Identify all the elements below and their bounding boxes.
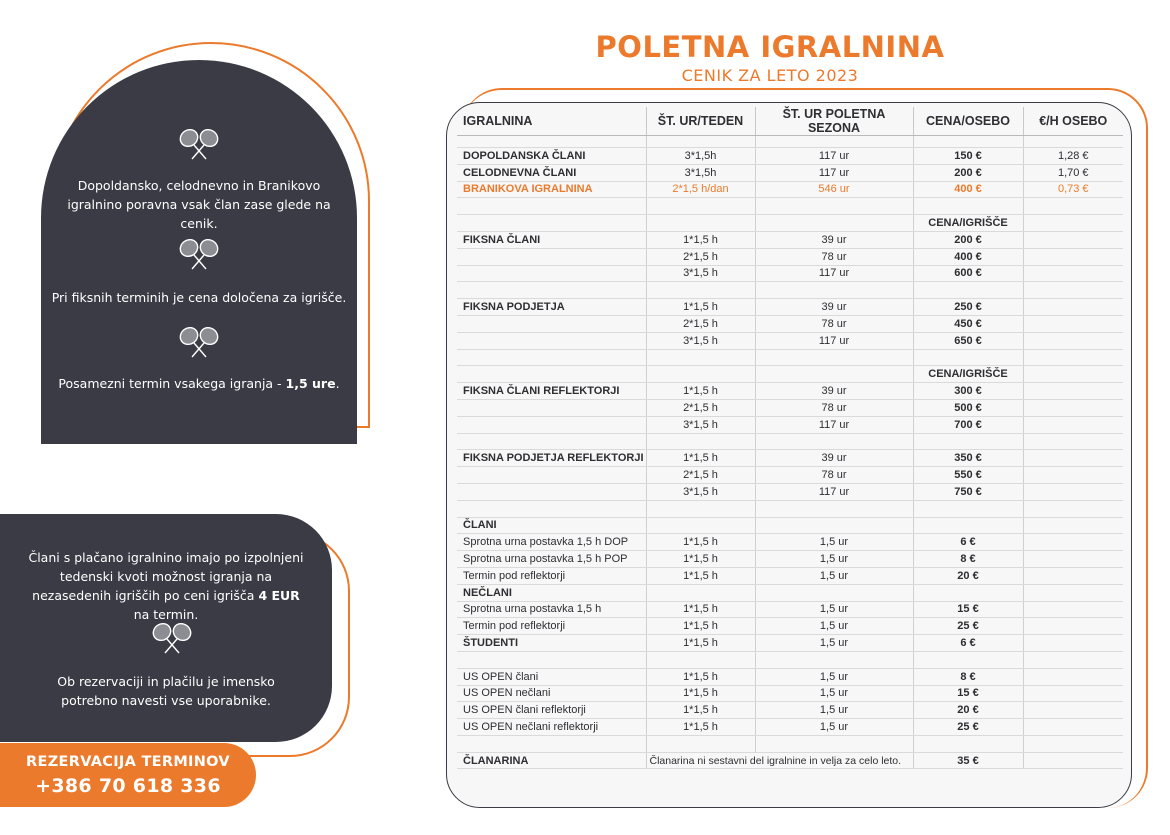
table-row: [457, 551, 1123, 568]
table-row: [457, 685, 1123, 702]
table-cell: 78 ur: [755, 467, 913, 484]
table-cell: 39 ur: [755, 383, 913, 400]
table-row: [457, 702, 1123, 719]
table-cell: [755, 198, 913, 215]
table-cell: [1023, 567, 1123, 584]
table-cell: CENA/IGRIŠČE: [913, 366, 1023, 383]
table-cell: [1023, 500, 1123, 517]
table-cell: [1023, 282, 1123, 299]
table-cell: 1*1,5 h: [646, 719, 755, 736]
table-cell: 300 €: [913, 383, 1023, 400]
table-row: [457, 483, 1123, 500]
table-cell: [1023, 215, 1123, 232]
table-row: [457, 651, 1123, 668]
table-cell: [913, 198, 1023, 215]
table-row: [457, 416, 1123, 433]
table-cell: Sprotna urna postavka 1,5 h: [457, 601, 646, 618]
table-cell: [646, 584, 755, 601]
table-cell: [457, 433, 646, 450]
table-cell: 1*1,5 h: [646, 450, 755, 467]
page-subtitle: CENIK ZA LETO 2023: [681, 66, 859, 85]
table-row: [457, 450, 1123, 467]
table-cell: [1023, 433, 1123, 450]
table-cell: [457, 366, 646, 383]
table-cell: [457, 215, 646, 232]
table-cell: [457, 248, 646, 265]
table-cell: [457, 467, 646, 484]
table-cell: [457, 651, 646, 668]
table-cell: 3*1,5 h: [646, 416, 755, 433]
table-row: [457, 618, 1123, 635]
table-cell: 600 €: [913, 265, 1023, 282]
tennis-rackets-icon: [175, 324, 223, 360]
table-row: [457, 315, 1123, 332]
table-cell: 117 ur: [755, 483, 913, 500]
table-cell: [1023, 299, 1123, 316]
table-cell: [1023, 752, 1123, 769]
table-cell: [1023, 136, 1123, 148]
table-cell: 0,73 €: [1023, 181, 1123, 198]
tennis-rackets-icon: [175, 236, 223, 272]
table-row: [457, 635, 1123, 652]
table-cell: 78 ur: [755, 399, 913, 416]
table-cell: [913, 433, 1023, 450]
table-cell: 400 €: [913, 181, 1023, 198]
table-cell: [1023, 685, 1123, 702]
table-row: [457, 668, 1123, 685]
col-header: IGRALNINA: [457, 107, 646, 136]
table-row: [457, 164, 1123, 181]
tennis-rackets-icon: [148, 620, 196, 656]
table-cell: FIKSNA PODJETJA: [457, 299, 646, 316]
table-cell: 1,5 ur: [755, 685, 913, 702]
table-cell: [646, 215, 755, 232]
reservation-label: REZERVACIJA TERMINOV: [26, 754, 230, 770]
table-cell: 15 €: [913, 685, 1023, 702]
table-cell: [457, 349, 646, 366]
table-cell: [646, 651, 755, 668]
table-cell: [1023, 719, 1123, 736]
table-cell: [755, 366, 913, 383]
table-cell: [913, 584, 1023, 601]
table-cell: [1023, 366, 1123, 383]
members-text-1: Člani s plačano igralnino imajo po izpolnjeni tedenski kvoti možnost igranja na nezasedenih igriščih po ceni igrišča 4 EUR na termin.: [28, 550, 304, 622]
table-cell: [755, 651, 913, 668]
table-cell: 1*1,5 h: [646, 702, 755, 719]
table-row: [457, 433, 1123, 450]
col-header: €/H OSEBO: [1023, 107, 1123, 136]
table-cell: ČLANI: [457, 517, 646, 534]
table-cell: [1023, 198, 1123, 215]
table-row: [457, 215, 1123, 232]
price-table: [457, 107, 1123, 769]
table-cell: 1*1,5 h: [646, 534, 755, 551]
table-cell: 1*1,5 h: [646, 567, 755, 584]
table-cell: 39 ur: [755, 299, 913, 316]
table-cell: [646, 366, 755, 383]
table-cell: [646, 282, 755, 299]
table-row: [457, 601, 1123, 618]
table-cell: FIKSNA ČLANI: [457, 231, 646, 248]
members-text-2: Ob rezervaciji in plačilu je imensko potrebno navesti vse uporabnike.: [57, 674, 275, 708]
table-cell: 6 €: [913, 635, 1023, 652]
table-cell: US OPEN člani reflektorji: [457, 702, 646, 719]
table-cell: 3*1,5h: [646, 164, 755, 181]
table-cell: 550 €: [913, 467, 1023, 484]
col-header: CENA/OSEBO: [913, 107, 1023, 136]
table-cell: [457, 136, 646, 148]
table-cell: [755, 433, 913, 450]
table-cell: 117 ur: [755, 332, 913, 349]
table-cell: [1023, 702, 1123, 719]
table-cell: 117 ur: [755, 148, 913, 165]
table-cell: [1023, 416, 1123, 433]
table-cell: [1023, 635, 1123, 652]
table-cell: 15 €: [913, 601, 1023, 618]
table-cell: FIKSNA PODJETJA REFLEKTORJI: [457, 450, 646, 467]
table-cell: [913, 517, 1023, 534]
table-cell: [1023, 551, 1123, 568]
table-row: [457, 231, 1123, 248]
table-row: [457, 567, 1123, 584]
table-cell: [1023, 735, 1123, 752]
table-row: [457, 366, 1123, 383]
table-row: [457, 332, 1123, 349]
table-cell: [755, 215, 913, 232]
table-row: [457, 282, 1123, 299]
table-row: [457, 198, 1123, 215]
table-cell: 200 €: [913, 164, 1023, 181]
table-row: [457, 181, 1123, 198]
table-cell: [913, 349, 1023, 366]
table-cell: [755, 584, 913, 601]
table-cell: 78 ur: [755, 315, 913, 332]
table-cell: US OPEN nečlani reflektorji: [457, 719, 646, 736]
table-cell: 3*1,5 h: [646, 265, 755, 282]
table-row: [457, 265, 1123, 282]
table-cell: US OPEN nečlani: [457, 685, 646, 702]
table-cell: [646, 500, 755, 517]
table-cell: [755, 500, 913, 517]
table-cell: 450 €: [913, 315, 1023, 332]
table-cell: [457, 265, 646, 282]
table-cell: [1023, 332, 1123, 349]
table-cell: 117 ur: [755, 265, 913, 282]
table-cell: [457, 198, 646, 215]
table-cell: [1023, 383, 1123, 400]
table-row: [457, 299, 1123, 316]
table-cell: Sprotna urna postavka 1,5 h DOP: [457, 534, 646, 551]
table-cell: 2*1,5 h: [646, 315, 755, 332]
info-text-3: Posamezni termin vsakega igranja - 1,5 ure.: [58, 376, 340, 391]
info-panel: [41, 60, 357, 444]
table-cell: 2*1,5 h: [646, 399, 755, 416]
table-cell: [1023, 584, 1123, 601]
tennis-rackets-icon: [175, 126, 223, 162]
table-cell: [1023, 265, 1123, 282]
table-cell: [1023, 601, 1123, 618]
reservation-phone[interactable]: +386 70 618 336: [35, 775, 221, 797]
table-row: [457, 584, 1123, 601]
table-cell: 117 ur: [755, 164, 913, 181]
table-cell: 2*1,5 h: [646, 248, 755, 265]
table-cell: 1,5 ur: [755, 702, 913, 719]
table-cell: 3*1,5 h: [646, 332, 755, 349]
table-row: [457, 467, 1123, 484]
table-cell: 1,5 ur: [755, 567, 913, 584]
table-cell: 150 €: [913, 148, 1023, 165]
table-cell: [913, 282, 1023, 299]
table-cell: [755, 282, 913, 299]
table-cell: 1*1,5 h: [646, 668, 755, 685]
info-text-2: Pri fiksnih terminih je cena določena za igrišče.: [51, 290, 347, 305]
table-cell: 1*1,5 h: [646, 685, 755, 702]
table-cell: 1*1,5 h: [646, 231, 755, 248]
table-cell: 1,5 ur: [755, 534, 913, 551]
table-cell: [755, 136, 913, 148]
table-cell: 1,28 €: [1023, 148, 1123, 165]
table-cell: [1023, 517, 1123, 534]
table-cell: ŠTUDENTI: [457, 635, 646, 652]
table-cell: 39 ur: [755, 450, 913, 467]
table-row: [457, 148, 1123, 165]
table-cell: [1023, 450, 1123, 467]
table-cell: 546 ur: [755, 181, 913, 198]
table-cell: 25 €: [913, 618, 1023, 635]
members-panel: [0, 514, 332, 742]
table-cell: [1023, 483, 1123, 500]
table-cell: 78 ur: [755, 248, 913, 265]
table-cell: 750 €: [913, 483, 1023, 500]
table-cell: [457, 483, 646, 500]
table-cell: [1023, 651, 1123, 668]
table-cell: 20 €: [913, 702, 1023, 719]
table-cell: 1,5 ur: [755, 719, 913, 736]
table-cell: 1*1,5 h: [646, 383, 755, 400]
table-row: [457, 248, 1123, 265]
table-cell: [1023, 618, 1123, 635]
table-cell: 1*1,5 h: [646, 635, 755, 652]
table-cell: 3*1,5 h: [646, 483, 755, 500]
table-cell: [457, 399, 646, 416]
table-cell: [1023, 315, 1123, 332]
table-cell: [1023, 248, 1123, 265]
table-cell: [913, 136, 1023, 148]
table-cell: [457, 332, 646, 349]
table-cell: [1023, 349, 1123, 366]
col-header: ŠT. UR POLETNA SEZONA: [755, 107, 913, 136]
table-row: [457, 399, 1123, 416]
table-cell: 2*1,5 h/dan: [646, 181, 755, 198]
table-cell: 8 €: [913, 668, 1023, 685]
table-cell: 1,5 ur: [755, 601, 913, 618]
table-cell: [646, 517, 755, 534]
table-cell: 1*1,5 h: [646, 299, 755, 316]
table-cell: 1,5 ur: [755, 618, 913, 635]
table-cell: 1*1,5 h: [646, 601, 755, 618]
table-cell: ČLANARINA: [457, 752, 646, 769]
table-cell: 39 ur: [755, 231, 913, 248]
table-cell: US OPEN člani: [457, 668, 646, 685]
table-cell: [457, 416, 646, 433]
table-row: [457, 534, 1123, 551]
table-row: [457, 136, 1123, 148]
table-cell: [457, 315, 646, 332]
table-cell: 400 €: [913, 248, 1023, 265]
table-cell: NEČLANI: [457, 584, 646, 601]
table-cell: [913, 735, 1023, 752]
table-cell: Sprotna urna postavka 1,5 h POP: [457, 551, 646, 568]
table-cell: Termin pod reflektorji: [457, 567, 646, 584]
table-cell: [457, 735, 646, 752]
table-cell: [646, 735, 755, 752]
table-cell: 35 €: [913, 752, 1023, 769]
table-cell: 1*1,5 h: [646, 551, 755, 568]
price-table-card: [446, 102, 1132, 808]
table-row: [457, 349, 1123, 366]
table-cell: [457, 500, 646, 517]
table-cell: [646, 433, 755, 450]
table-cell: 250 €: [913, 299, 1023, 316]
table-cell: Članarina ni sestavni del igralnine in velja za celo leto.: [646, 752, 913, 769]
page-title: POLETNA IGRALNINA: [595, 30, 945, 64]
table-row: [457, 500, 1123, 517]
table-cell: 117 ur: [755, 416, 913, 433]
table-cell: 200 €: [913, 231, 1023, 248]
table-cell: [646, 136, 755, 148]
table-cell: [1023, 668, 1123, 685]
table-cell: CENA/IGRIŠČE: [913, 215, 1023, 232]
table-cell: [913, 651, 1023, 668]
table-cell: 1*1,5 h: [646, 618, 755, 635]
table-row: [457, 383, 1123, 400]
table-cell: 20 €: [913, 567, 1023, 584]
table-cell: 650 €: [913, 332, 1023, 349]
reservation-box[interactable]: [0, 743, 256, 807]
info-text-1: Dopoldansko, celodnevno in Branikovo igralnino poravna vsak član zase glede na cenik.: [67, 178, 331, 231]
table-cell: Termin pod reflektorji: [457, 618, 646, 635]
table-cell: 1,5 ur: [755, 551, 913, 568]
table-cell: 500 €: [913, 399, 1023, 416]
table-cell: 700 €: [913, 416, 1023, 433]
table-cell: 1,70 €: [1023, 164, 1123, 181]
table-header-row: [457, 107, 1123, 136]
table-cell: 3*1,5h: [646, 148, 755, 165]
table-row: [457, 719, 1123, 736]
table-cell: DOPOLDANSKA ČLANI: [457, 148, 646, 165]
table-cell: CELODNEVNA ČLANI: [457, 164, 646, 181]
table-cell: [755, 735, 913, 752]
table-cell: 25 €: [913, 719, 1023, 736]
table-cell: [1023, 231, 1123, 248]
table-cell: [646, 349, 755, 366]
table-cell: FIKSNA ČLANI REFLEKTORJI: [457, 383, 646, 400]
table-row: [457, 735, 1123, 752]
table-cell: 1,5 ur: [755, 635, 913, 652]
table-row: [457, 752, 1123, 769]
col-header: ŠT. UR/TEDEN: [646, 107, 755, 136]
table-cell: 2*1,5 h: [646, 467, 755, 484]
table-cell: [755, 349, 913, 366]
table-cell: 350 €: [913, 450, 1023, 467]
table-cell: 1,5 ur: [755, 668, 913, 685]
table-cell: [457, 282, 646, 299]
table-cell: [1023, 534, 1123, 551]
table-cell: BRANIKOVA IGRALNINA: [457, 181, 646, 198]
table-cell: [1023, 467, 1123, 484]
table-cell: 6 €: [913, 534, 1023, 551]
table-cell: [913, 500, 1023, 517]
table-cell: [755, 517, 913, 534]
table-cell: [646, 198, 755, 215]
table-row: [457, 517, 1123, 534]
table-cell: 8 €: [913, 551, 1023, 568]
table-cell: [1023, 399, 1123, 416]
